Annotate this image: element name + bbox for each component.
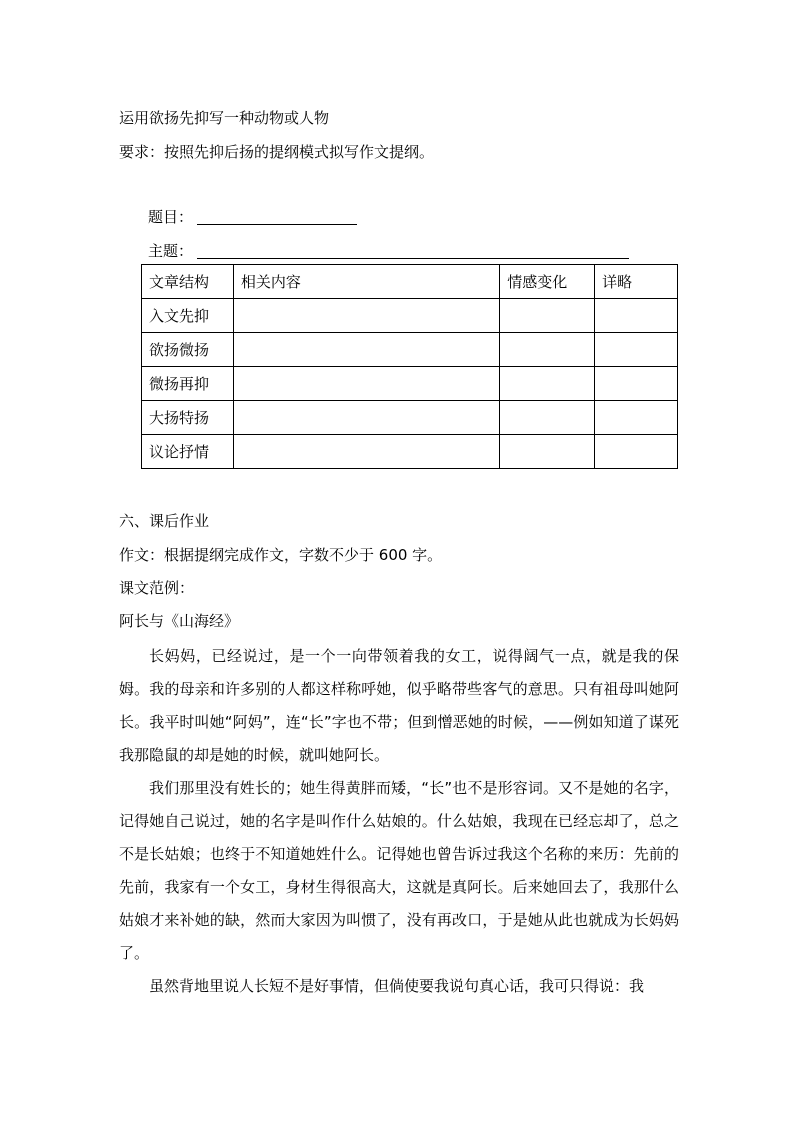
content-cell[interactable] — [233, 299, 499, 333]
theme-blank-line[interactable] — [197, 258, 629, 259]
row-label: 欲扬微扬 — [142, 333, 234, 367]
table-header-row — [142, 265, 678, 299]
theme-label: 主题： — [148, 242, 194, 260]
table-row — [142, 299, 678, 333]
row-label: 议论抒情 — [142, 435, 234, 469]
outline-table — [141, 264, 678, 469]
title-label: 题目： — [148, 208, 194, 226]
example-label: 课文范例： — [119, 579, 195, 597]
header-detail: 详略 — [595, 265, 678, 299]
table-row — [142, 367, 678, 401]
article-paragraph-3: 虽然背地里说人长短不是好事情，但倘使要我说句真心话，我可只得说：我 — [149, 977, 645, 995]
row-label: 微扬再抑 — [142, 367, 234, 401]
header-emotion: 情感变化 — [500, 265, 595, 299]
detail-cell[interactable] — [595, 333, 678, 367]
detail-cell[interactable] — [595, 401, 678, 435]
header-content: 相关内容 — [233, 265, 499, 299]
exercise-requirement: 要求：按照先抑后扬的提纲模式拟写作文提纲。 — [119, 143, 435, 161]
detail-cell[interactable] — [595, 367, 678, 401]
article-title: 阿长与《山海经》 — [119, 612, 240, 630]
header-structure: 文章结构 — [142, 265, 234, 299]
table-row — [142, 435, 678, 469]
detail-cell[interactable] — [595, 435, 678, 469]
emotion-cell[interactable] — [500, 367, 595, 401]
row-label: 大扬特扬 — [142, 401, 234, 435]
table-row — [142, 333, 678, 367]
row-label: 入文先抑 — [142, 299, 234, 333]
content-cell[interactable] — [233, 367, 499, 401]
article-paragraph-1: 长妈妈，已经说过，是一个一向带领着我的女工，说得阔气一点，就是我的保姆。我的母亲和许多别的人都这样称呼她，似乎略带些客气的意思。只有祖母叫她阿长。我平时叫她“阿妈”，连“长”字也不带；但到憎恶她的时候，——例如知道了谋死我那隐鼠的却是她的时候，就叫她阿长。 — [119, 647, 679, 764]
emotion-cell[interactable] — [500, 299, 595, 333]
title-blank-line[interactable] — [197, 224, 357, 225]
emotion-cell[interactable] — [500, 333, 595, 367]
emotion-cell[interactable] — [500, 401, 595, 435]
homework-heading: 六、课后作业 — [119, 512, 210, 530]
homework-task: 作文：根据提纲完成作文，字数不少于 600 字。 — [119, 546, 443, 564]
content-cell[interactable] — [233, 435, 499, 469]
article-body — [119, 640, 679, 1003]
article-paragraph-2: 我们那里没有姓长的；她生得黄胖而矮，“长”也不是形容词。又不是她的名字，记得她自己说过，她的名字是叫作什么姑娘的。什么姑娘，我现在已经忘却了，总之不是长姑娘；也终于不知道她姓什么。记得她也曾告诉过我这个名称的来历：先前的先前，我家有一个女工，身材生得很高大，这就是真阿长。后来她回去了，我那什么姑娘才来补她的缺，然而大家因为叫惯了，没有再改口，于是她从此也就成为长妈妈了。 — [119, 779, 679, 962]
exercise-title: 运用欲扬先抑写一种动物或人物 — [119, 109, 330, 127]
table-row — [142, 401, 678, 435]
content-cell[interactable] — [233, 401, 499, 435]
emotion-cell[interactable] — [500, 435, 595, 469]
content-cell[interactable] — [233, 333, 499, 367]
detail-cell[interactable] — [595, 299, 678, 333]
